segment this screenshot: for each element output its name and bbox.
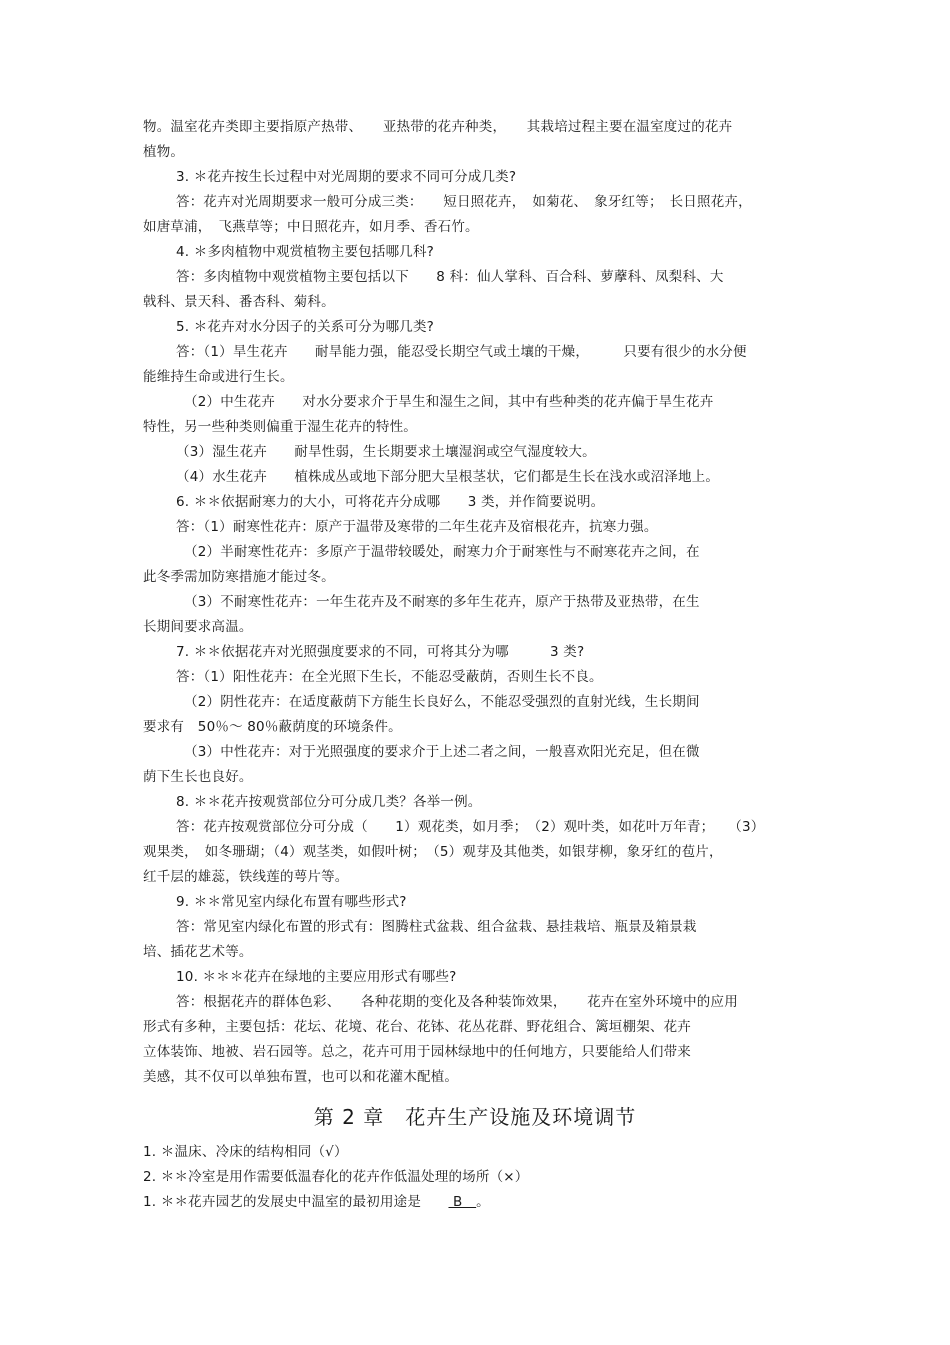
question-line: 10. ＊＊＊花卉在绿地的主要应用形式有哪些? xyxy=(176,969,457,985)
question-line: 5. ＊花卉对水分因子的关系可分为哪几类? xyxy=(176,319,435,335)
question-line: 8. ＊＊花卉按观赏部位分可分成几类？各举一例。 xyxy=(176,794,482,810)
question-line: 7. ＊＊依据花卉对光照强度要求的不同，可将其分为哪 3 类? xyxy=(176,644,585,660)
text-line: 要求有 50％～ 80％蔽荫度的环境条件。 xyxy=(143,719,402,735)
question-line: 6. ＊＊依据耐寒力的大小，可将花卉分成哪 3 类，并作简要说明。 xyxy=(176,494,605,510)
true-false-item: 1. ＊温床、冷床的结构相同（√） xyxy=(143,1144,348,1160)
text-line: 物。温室花卉类即主要指原产热带、 亚热带的花卉种类， 其栽培过程主要在温室度过的花卉 xyxy=(143,119,733,135)
answer-blank: B xyxy=(448,1194,477,1210)
answer-line: 答：根据花卉的群体色彩、 各种花期的变化及各种装饰效果， 花卉在室外环境中的应用 xyxy=(176,994,738,1010)
text-line: 荫下生长也良好。 xyxy=(143,769,253,785)
text-line: 戟科、景天科、番杏科、菊科。 xyxy=(143,294,335,310)
text-line: 如唐草浦， 飞燕草等；中日照花卉，如月季、香石竹。 xyxy=(143,219,479,235)
question-line: 9. ＊＊常见室内绿化布置有哪些形式? xyxy=(176,894,407,910)
answer-line: 答：常见室内绿化布置的形式有：图腾柱式盆栽、组合盆栽、悬挂栽培、瓶景及箱景栽 xyxy=(176,919,697,935)
chapter-title: 第 2 章 花卉生产设施及环境调节 xyxy=(313,1105,637,1129)
question-line: 3. ＊花卉按生长过程中对光周期的要求不同可分成几类? xyxy=(176,169,517,185)
answer-line: 答：花卉对光周期要求一般可分成三类： 短日照花卉， 如菊花、 象牙红等； 长日照花卉， xyxy=(176,194,752,210)
answer-line: 答：多肉植物中观赏植物主要包括以下 8 科：仙人掌科、百合科、萝藦科、凤梨科、大 xyxy=(176,269,724,285)
answer-line: 答：（1）旱生花卉 耐旱能力强，能忍受长期空气或土壤的干燥， 只要有很少的水分便 xyxy=(176,344,747,360)
text-line: （3）中性花卉：对于光照强度的要求介于上述二者之间，一般喜欢阳光充足，但在微 xyxy=(184,744,700,760)
text-line: 形式有多种，主要包括：花坛、花境、花台、花钵、花丛花群、野花组合、篱垣棚架、花卉 xyxy=(143,1019,691,1035)
answer-line: 答：（1）阳性花卉：在全光照下生长，不能忍受蔽荫，否则生长不良。 xyxy=(176,669,603,685)
text-line: 立体装饰、地被、岩石园等。总之，花卉可用于园林绿地中的任何地方，只要能给人们带来 xyxy=(143,1044,691,1060)
choice-question xyxy=(143,1192,490,1212)
text-line: 红千层的雄蕊，铁线莲的萼片等。 xyxy=(143,869,349,885)
text-line: （3）不耐寒性花卉：一年生花卉及不耐寒的多年生花卉，原产于热带及亚热带，在生 xyxy=(184,594,700,610)
text-line: 观果类， 如冬珊瑚；（4）观茎类，如假叶树； （5）观芽及其他类，如银芽柳，象牙红的苞片， xyxy=(143,844,723,860)
text-line: 长期间要求高温。 xyxy=(143,619,253,635)
text-line: （3）湿生花卉 耐旱性弱，生长期要求土壤湿润或空气湿度较大。 xyxy=(176,444,596,460)
text-line: 特性，另一些种类则偏重于湿生花卉的特性。 xyxy=(143,419,417,435)
text-line: （2）半耐寒性花卉：多原产于温带较暖处，耐寒力介于耐寒性与不耐寒花卉之间，在 xyxy=(184,544,700,560)
question-end: 。 xyxy=(476,1194,490,1210)
text-line: （4）水生花卉 植株成丛或地下部分肥大呈根茎状，它们都是生长在浅水或沼泽地上。 xyxy=(176,469,720,485)
text-line: （2）阴性花卉：在适度蔽荫下方能生长良好么，不能忍受强烈的直射光线，生长期间 xyxy=(184,694,700,710)
text-line: 培、插花艺术等。 xyxy=(143,944,253,960)
text-line: （2）中生花卉 对水分要求介于旱生和湿生之间，其中有些种类的花卉偏于旱生花卉 xyxy=(184,394,714,410)
answer-line: 答：（1）耐寒性花卉：原产于温带及寒带的二年生花卉及宿根花卉，抗寒力强。 xyxy=(176,519,658,535)
true-false-item: 2. ＊＊冷室是用作需要低温春化的花卉作低温处理的场所（×） xyxy=(143,1169,529,1185)
answer-line: 答：花卉按观赏部位分可分成（ 1）观花类，如月季； （2）观叶类，如花叶万年青； （3） xyxy=(176,819,765,835)
text-line: 能维持生命或进行生长。 xyxy=(143,369,294,385)
text-line: 植物。 xyxy=(143,144,185,160)
text-line: 美感，其不仅可以单独布置，也可以和花灌木配植。 xyxy=(143,1069,459,1085)
question-line: 4. ＊多肉植物中观赏植物主要包括哪几科? xyxy=(176,244,435,260)
question-text: 1. ＊＊花卉园艺的发展史中温室的最初用途是 xyxy=(143,1194,449,1210)
text-line: 此冬季需加防寒措施才能过冬。 xyxy=(143,569,335,585)
